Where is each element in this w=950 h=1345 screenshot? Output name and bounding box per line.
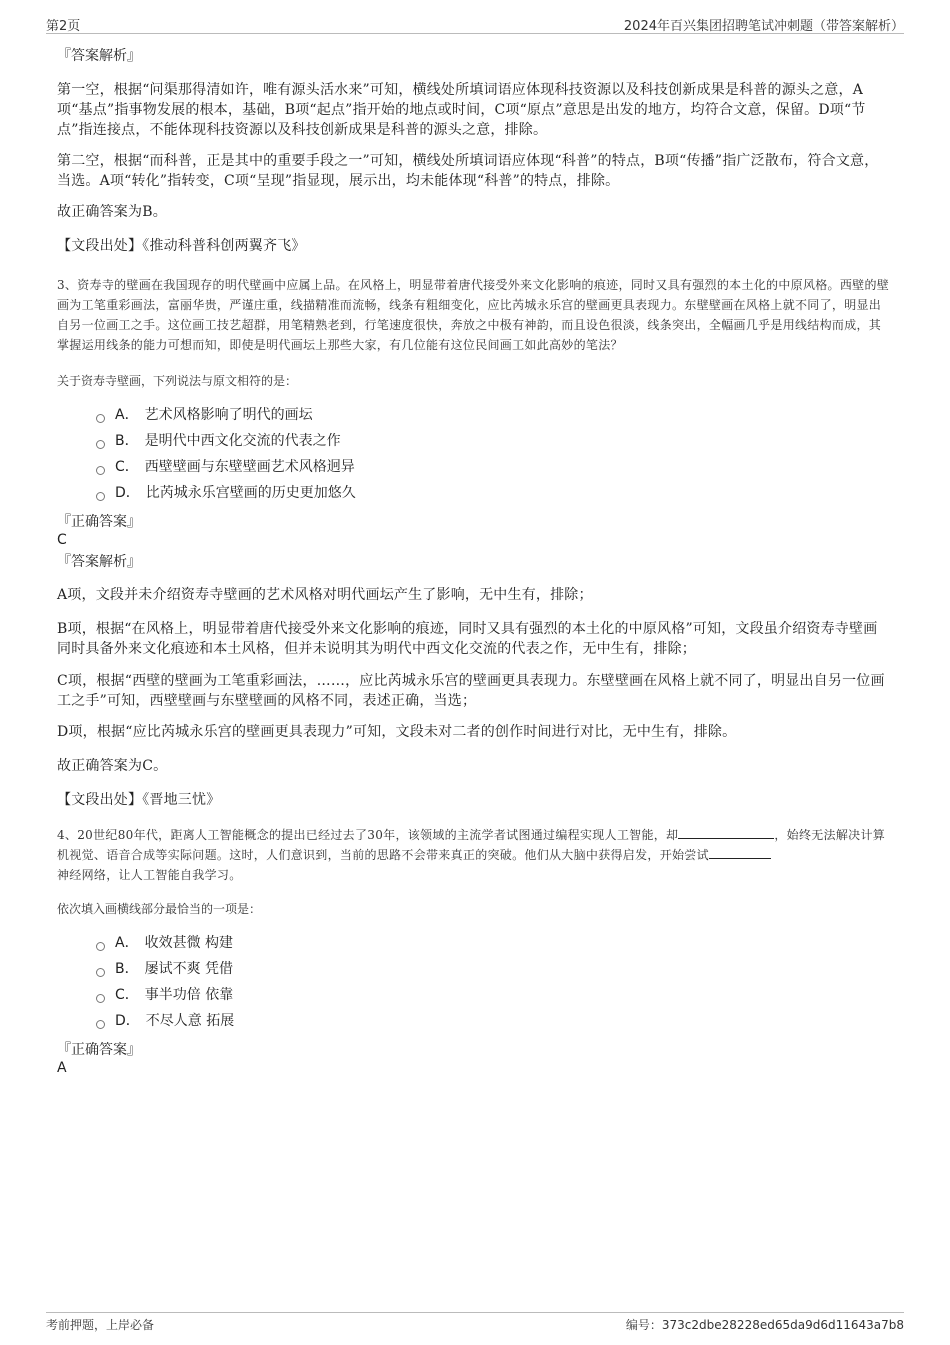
q2-analysis-paragraph: 第一空，根据“问渠那得清如许，唯有源头活水来”可知，横线处所填词语应体现科技资源以及科技创新成果是科普的源头之意，A项“基点”指事物发展的根本，基础，B项“起点”指开始的地点或时间，C项“原点”意思是出发的地方，均符合文意，保留。D项“节点”指连接点，不能体现科技资源以及科技创新成果是科普的源头之意，排除。 <box>57 82 866 138</box>
radio-icon[interactable] <box>96 968 105 977</box>
q3-analysis-paragraph: A项，文段并未介绍资寿寺壁画的艺术风格对明代画坛产生了影响，无中生有，排除； <box>57 587 593 603</box>
q4-option-a[interactable]: A． 收效甚微 构建 <box>96 932 233 954</box>
q2-conclusion: 故正确答案为B。 <box>57 204 167 220</box>
q3-option-a[interactable]: A． 艺术风格影响了明代的画坛 <box>96 404 313 426</box>
radio-icon[interactable] <box>96 942 105 951</box>
radio-icon[interactable] <box>96 440 105 449</box>
radio-icon[interactable] <box>96 414 105 423</box>
q3-analysis-paragraph: B项，根据“在风格上，明显带着唐代接受外来文化影响的痕迹，同时又具有强烈的本土化的中原风格”可知，文段虽介绍资寿寺壁画同时具备外来文化痕迹和本土风格，但并未说明其为明代中西文化交流的代表之作，无中生有，排除； <box>57 621 878 657</box>
q3-option-b[interactable]: B． 是明代中西文化交流的代表之作 <box>96 430 341 452</box>
fill-blank <box>678 825 774 839</box>
q3-analysis-paragraph: C项，根据“西壁的壁画为工笔重彩画法，……，应比芮城永乐宫的壁画更具表现力。东壁壁画在风格上就不同了，明显出自另一位画工之手”可知，西壁壁画与东壁壁画的风格不同，表述正确，当选； <box>57 673 885 709</box>
q3-correct-answer: C <box>57 532 67 548</box>
page-header <box>46 14 904 34</box>
q3-question-text: 3、资寿寺的壁画在我国现存的明代壁画中应属上品。在风格上，明显带着唐代接受外来文化影响的痕迹，同时又具有强烈的本土化的中原风格。西壁的壁画为工笔重彩画法，富丽华贵，严谨庄重，线描精准而流畅，线条有粗细变化，应比芮城永乐宫的壁画更具表现力。东壁壁画在风格上就不同了，明显出自另一位画工之手。这位画工技艺超群，用笔精熟老到，行笔速度很快，奔放之中极有神韵，而且设色很淡，线条突出，全幅画几乎是用线结构而成，其掌握运用线条的能力可想而知，即使是明代画坛上那些大家，有几位能有这位民间画工如此高妙的笔法？ <box>57 278 890 352</box>
radio-icon[interactable] <box>96 994 105 1003</box>
q4-correct-answer: A <box>57 1060 67 1076</box>
q3-prompt: 关于资寿寺壁画，下列说法与原文相符的是： <box>57 374 298 388</box>
q3-option-c[interactable]: C． 西壁壁画与东壁壁画艺术风格迥异 <box>96 456 355 478</box>
q4-option-c[interactable]: C． 事半功倍 依靠 <box>96 984 233 1006</box>
q4-prompt: 依次填入画横线部分最恰当的一项是： <box>57 902 262 916</box>
fill-blank <box>709 845 771 859</box>
q4-correct-label: 『正确答案』 <box>57 1042 141 1058</box>
q3-option-d[interactable]: D． 比芮城永乐宫壁画的历史更加悠久 <box>96 482 356 504</box>
q4-question-text: 4、20世纪80年代，距离人工智能概念的提出已经过去了30年，该领域的主流学者试图通过编程实现人工智能，却 ，始终无法解决计算机视觉、语音合成等实际问题。这时，人们意识到，当前的思路不会带来真正的突破。他们从大脑中获得启发，开始尝试 神经网络，让人工智能自我学习。 <box>57 825 893 885</box>
q3-conclusion: 故正确答案为C。 <box>57 758 168 774</box>
q2-source: 【文段出处】《推动科普科创两翼齐飞》 <box>57 238 306 254</box>
document-code: 编号：373c2dbe28228ed65da9d6d11643a7b8 <box>625 1318 904 1332</box>
radio-icon[interactable] <box>96 466 105 475</box>
q3-analysis-label: 『答案解析』 <box>57 554 141 570</box>
page-number: 第2页 <box>46 19 81 34</box>
q2-analysis-paragraph: 第二空，根据“而科普，正是其中的重要手段之一”可知，横线处所填词语应体现“科普”的特点，B项“传播”指广泛散布，符合文意，当选。A项“转化”指转变，C项“呈现”指显现，展示出，均未能体现“科普”的特点，排除。 <box>57 153 879 189</box>
q3-correct-label: 『正确答案』 <box>57 514 141 530</box>
radio-icon[interactable] <box>96 492 105 501</box>
q4-option-d[interactable]: D． 不尽人意 拓展 <box>96 1010 234 1032</box>
q3-source: 【文段出处】《晋地三忧》 <box>57 792 221 808</box>
document-title: 2024年百兴集团招聘笔试冲刺题（带答案解析） <box>623 19 904 34</box>
radio-icon[interactable] <box>96 1020 105 1029</box>
footer-slogan: 考前押题，上岸必备 <box>46 1318 155 1332</box>
q3-analysis-paragraph: D项，根据“应比芮城永乐宫的壁画更具表现力”可知，文段未对二者的创作时间进行对比，无中生有，排除。 <box>57 724 737 740</box>
q2-analysis-label: 『答案解析』 <box>57 48 141 64</box>
q4-option-b[interactable]: B． 屡试不爽 凭借 <box>96 958 233 980</box>
page-footer <box>46 1312 904 1334</box>
